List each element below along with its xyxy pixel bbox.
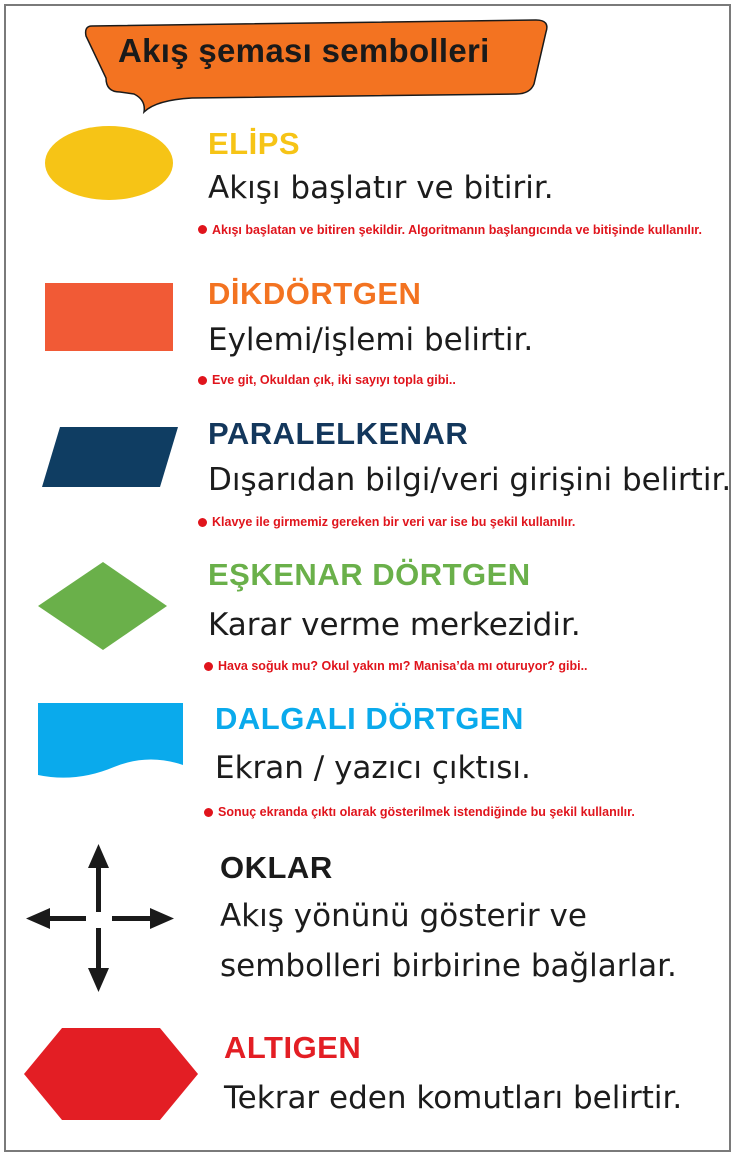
symbol-desc-dikdortgen: Eylemi/işlemi belirtir. <box>208 322 534 358</box>
symbol-title-oklar: OKLAR <box>220 850 333 885</box>
symbol-title-eskenar-dortgen: EŞKENAR DÖRTGEN <box>208 557 531 592</box>
symbol-desc-oklar-line1: Akış yönünü gösterir ve <box>220 898 587 934</box>
document-shape-icon <box>38 703 186 783</box>
diamond-shape-icon <box>36 560 170 652</box>
symbol-title-dikdortgen: DİKDÖRTGEN <box>208 276 422 311</box>
arrows-shape-icon <box>24 842 178 996</box>
rectangle-shape-icon <box>45 283 175 353</box>
page-title: Akış şeması sembolleri <box>118 32 490 69</box>
symbol-desc-elips: Akışı başlatır ve bitirir. <box>208 170 554 206</box>
symbol-desc-eskenar-dortgen: Karar verme merkezidir. <box>208 607 581 643</box>
symbol-note-dalgali-dortgen: Sonuç ekranda çıktı olarak gösterilmek istendiğinde bu şekil kullanılır. <box>204 804 635 820</box>
symbol-desc-paralelkenar: Dışarıdan bilgi/veri girişini belirtir. <box>208 462 732 498</box>
bullet-dot-icon <box>204 808 213 817</box>
symbol-note-eskenar-dortgen: Hava soğuk mu? Okul yakın mı? Manisa’da mı oturuyor? gibi.. <box>204 658 588 674</box>
symbol-title-dalgali-dortgen: DALGALI DÖRTGEN <box>215 701 524 736</box>
symbol-desc-oklar-line2: sembolleri birbirine bağlarlar. <box>220 948 677 984</box>
symbol-title-altigen: ALTIGEN <box>224 1030 362 1065</box>
symbol-title-elips: ELİPS <box>208 126 301 161</box>
symbol-desc-altigen: Tekrar eden komutları belirtir. <box>224 1080 683 1116</box>
bullet-dot-icon <box>204 662 213 671</box>
parallelogram-shape-icon <box>42 425 182 489</box>
symbol-note-paralelkenar: Klavye ile girmemiz gereken bir veri var ise bu şekil kullanılır. <box>198 514 575 530</box>
ellipse-shape-icon <box>40 124 180 204</box>
bullet-dot-icon <box>198 376 207 385</box>
symbol-note-elips: Akışı başlatan ve bitiren şekildir. Algoritmanın başlangıcında ve bitişinde kullanılır. <box>212 222 712 238</box>
bullet-dot-icon <box>198 225 207 234</box>
symbol-title-paralelkenar: PARALELKENAR <box>208 416 469 451</box>
hexagon-shape-icon <box>24 1026 200 1122</box>
symbol-note-dikdortgen: Eve git, Okuldan çık, iki sayıyı topla gibi.. <box>198 372 456 388</box>
symbol-desc-dalgali-dortgen: Ekran / yazıcı çıktısı. <box>215 750 531 786</box>
bullet-dot-icon <box>198 518 207 527</box>
